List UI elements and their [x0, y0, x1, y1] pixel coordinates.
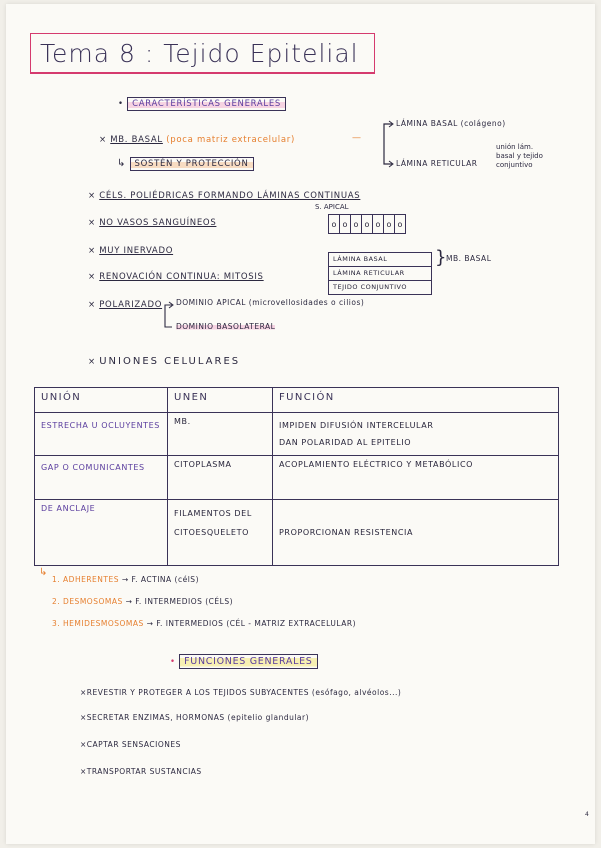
funcion-line-2: DAN POLARIDAD AL EPITELIO — [279, 438, 412, 447]
item-uniones: × UNIONES CELULARES — [88, 356, 241, 367]
item-vasos-text: NO VASOS SANGUÍNEOS — [99, 218, 217, 228]
apical-label: S. APICAL — [315, 203, 349, 211]
cell-union: DE ANCLAJE — [35, 500, 168, 566]
layer-lamina-reticular: LÁMINA RETICULAR — [328, 267, 432, 281]
funcion-1: ×REVESTIR Y PROTEGER A LOS TEJIDOS SUBYACENTES (esófago, alvéolos...) — [80, 688, 402, 697]
cell-4: o — [373, 215, 384, 234]
note-line-1: unión lám. — [496, 143, 534, 151]
cells-diagram — [328, 214, 406, 234]
anclaje-arrow-icon: ↳ — [39, 567, 48, 578]
funcion-2: ×SECRETAR ENZIMAS, HORMONAS (epitelio glandular) — [80, 713, 310, 722]
funcion-4-text: TRANSPORTAR SUSTANCIAS — [86, 767, 202, 776]
anclaje-line-3: 3. HEMIDESMOSOMAS → F. INTERMEDIOS (CÉL - MATRIZ EXTRACELULAR) — [52, 619, 357, 628]
funcion-4: ×TRANSPORTAR SUSTANCIAS — [80, 767, 202, 776]
diagram-layers — [328, 252, 432, 295]
cell-5: o — [384, 215, 395, 234]
cell-unen: CITOPLASMA — [168, 456, 273, 500]
layer-tejido-conjuntivo: TEJIDO CONJUNTIVO — [328, 281, 432, 295]
cell-2: o — [351, 215, 362, 234]
item-inervado: × MUY INERVADO — [88, 246, 174, 256]
page-title: Tema 8 : Tejido Epitelial — [40, 39, 359, 68]
lamina-reticular-note — [496, 143, 543, 170]
heading-funciones: FUNCIONES GENERALES — [179, 654, 317, 669]
cell-0: o — [329, 215, 340, 234]
cell-funcion — [273, 413, 559, 456]
cell-1: o — [340, 215, 351, 234]
item-celulas-text: CÉLS. POLIÉDRICAS FORMANDO LÁMINAS CONTINUAS — [99, 191, 361, 201]
anclaje-l3r: F. INTERMEDIOS (CÉL - MATRIZ EXTRACELULAR) — [156, 619, 357, 628]
col-unen: UNEN — [168, 388, 273, 413]
uniones-table — [34, 387, 559, 566]
arrow-icon: — — [352, 133, 361, 143]
anclaje-l1: 1. ADHERENTES — [52, 575, 119, 584]
col-union: UNIÓN — [35, 388, 168, 413]
table-row — [35, 500, 559, 566]
funcion-1-text: REVESTIR Y PROTEGER A LOS TEJIDOS SUBYACENTES (esófago, alvéolos...) — [86, 688, 402, 697]
anclaje-l2r: F. INTERMEDIOS (CÉLS) — [135, 597, 234, 606]
mb-basal-note: (poca matriz extracelular) — [166, 135, 295, 145]
anclaje-line-1: 1. ADHERENTES → F. ACTINA (célS) — [52, 575, 199, 584]
anclaje-l1r: F. ACTINA (célS) — [131, 575, 199, 584]
dominio-basolateral-text: DOMINIO BASOLATERAL — [176, 322, 276, 331]
lamina-reticular-text: LÁMINA RETICULAR — [396, 159, 478, 168]
cell-unen: MB. — [168, 413, 273, 456]
page-number: 4 — [585, 811, 589, 818]
item-uniones-text: UNIONES CELULARES — [99, 356, 241, 367]
item-renovacion: × RENOVACIÓN CONTINUA: MITOSIS — [88, 272, 264, 282]
anclaje-l3: 3. HEMIDESMOSOMAS — [52, 619, 144, 628]
cell-funcion: ACOPLAMIENTO ELÉCTRICO Y METABÓLICO — [273, 456, 559, 500]
cell-unen: FILAMENTOS DEL CITOESQUELETO — [168, 500, 273, 566]
table-row — [35, 413, 559, 456]
item-celulas: × CÉLS. POLIÉDRICAS FORMANDO LÁMINAS CONTINUAS — [88, 191, 361, 201]
section-heading-1: • CARACTERÍSTICAS GENERALES — [118, 99, 286, 109]
heading-caracteristicas: CARACTERÍSTICAS GENERALES — [127, 97, 286, 111]
item-renovacion-text: RENOVACIÓN CONTINUA: MITOSIS — [99, 272, 264, 282]
table-header — [35, 388, 559, 413]
lamina-basal-text: LÁMINA BASAL (colágeno) — [396, 119, 506, 128]
layer-lamina-basal: LÁMINA BASAL — [328, 252, 432, 267]
item-polarizado: × POLARIZADO — [88, 300, 163, 310]
col-funcion: FUNCIÓN — [273, 388, 559, 413]
sosten-line: ↳ SOSTÉN Y PROTECCIÓN — [117, 158, 254, 169]
anclaje-l2: 2. DESMOSOMAS — [52, 597, 123, 606]
cell-funcion: PROPORCIONAN RESISTENCIA — [273, 500, 559, 566]
mb-basal-line: × MB. BASAL (poca matriz extracelular) — [99, 135, 295, 145]
section-heading-2: • FUNCIONES GENERALES — [170, 656, 318, 667]
brace-icon: } — [435, 247, 447, 268]
note-line-3: conjuntivo — [496, 161, 533, 169]
item-inervado-text: MUY INERVADO — [99, 246, 174, 256]
funcion-line-1: IMPIDEN DIFUSIÓN INTERCELULAR — [279, 421, 434, 430]
cell-union: ESTRECHA U OCLUYENTES — [35, 413, 168, 456]
funcion-2-text: SECRETAR ENZIMAS, HORMONAS (epitelio glandular) — [86, 713, 310, 722]
cell-6: o — [395, 215, 406, 234]
dominio-apical: DOMINIO APICAL (microvellosidades o cilios) — [176, 298, 365, 307]
funcion-3-text: CAPTAR SENSACIONES — [86, 740, 181, 749]
table-row — [35, 456, 559, 500]
item-polarizado-text: POLARIZADO — [99, 300, 163, 310]
anclaje-line-2: 2. DESMOSOMAS → F. INTERMEDIOS (CÉLS) — [52, 597, 234, 606]
mb-basal-diagram-label: MB. BASAL — [446, 254, 492, 263]
sosten-box: SOSTÉN Y PROTECCIÓN — [130, 157, 254, 171]
note-line-2: basal y tejido — [496, 152, 543, 160]
mb-basal-label: MB. BASAL — [110, 135, 163, 145]
dominio-basolateral — [176, 322, 275, 331]
cell-union: GAP O COMUNICANTES — [35, 456, 168, 500]
cell-3: o — [362, 215, 373, 234]
funcion-3: ×CAPTAR SENSACIONES — [80, 740, 181, 749]
item-vasos: × NO VASOS SANGUÍNEOS — [88, 218, 217, 228]
